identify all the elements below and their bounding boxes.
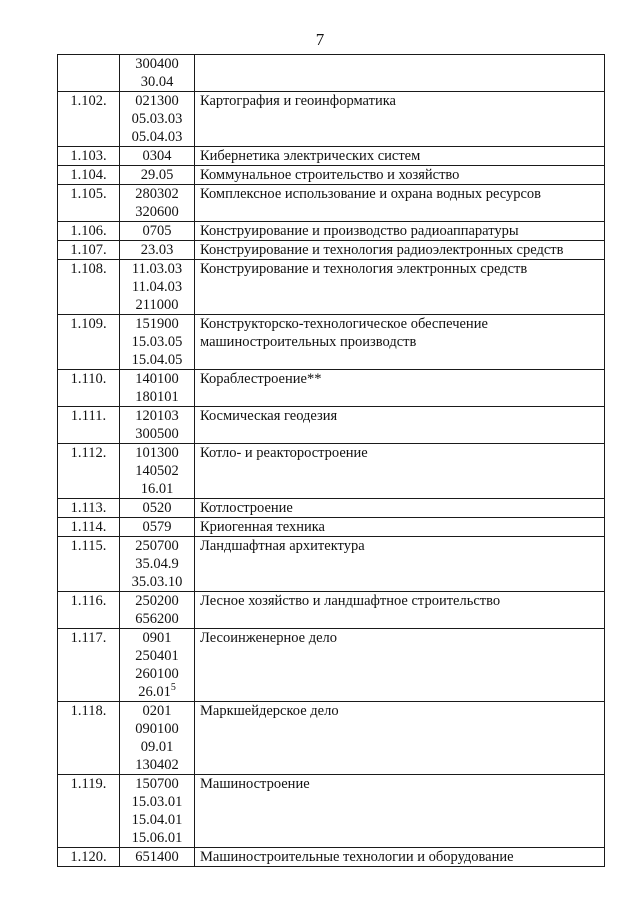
specialty-name: Лесное хозяйство и ландшафтное строительство	[200, 593, 501, 609]
specialty-code	[120, 333, 194, 351]
row-number: 1.113.	[58, 499, 120, 518]
specialty-name-cell	[195, 499, 605, 518]
specialty-code-text: 35.04.9	[135, 556, 179, 572]
specialty-code	[120, 665, 194, 683]
specialty-codes	[120, 241, 195, 260]
specialty-code-text: 16.01	[140, 481, 174, 497]
specialty-name: Машиностроение	[200, 776, 310, 792]
specialty-name-cell	[195, 92, 605, 147]
specialty-code-text: 0520	[142, 500, 172, 516]
specialty-code	[120, 315, 194, 333]
specialty-name: Кораблестроение**	[200, 371, 322, 387]
specialty-code	[120, 444, 194, 462]
specialty-name-cell	[195, 166, 605, 185]
specialty-name-cell	[195, 222, 605, 241]
specialty-code-text: 23.03	[140, 242, 174, 258]
page-number: 7	[315, 30, 325, 49]
specialty-code-text: 656200	[135, 611, 179, 627]
specialty-code	[120, 110, 194, 128]
table-row	[58, 185, 605, 222]
specialty-name: Машиностроительные технологии и оборудование	[200, 849, 514, 865]
specialty-code	[120, 480, 194, 498]
specialty-code-text: 151900	[135, 316, 179, 332]
specialties-table	[57, 54, 605, 867]
table-row	[58, 499, 605, 518]
specialty-name-cell	[195, 848, 605, 867]
row-number: 1.114.	[58, 518, 120, 537]
specialty-code	[120, 296, 194, 314]
specialty-code-text: 250401	[135, 648, 179, 664]
table-row	[58, 315, 605, 370]
specialty-code-text: 300500	[135, 426, 179, 442]
table-row	[58, 537, 605, 592]
row-number: 1.109.	[58, 315, 120, 370]
table-row	[58, 92, 605, 147]
specialty-code	[120, 370, 194, 388]
specialty-name-cell	[195, 518, 605, 537]
specialty-code	[120, 278, 194, 296]
specialty-code-text: 140100	[135, 371, 179, 387]
specialty-code	[120, 55, 194, 73]
specialty-codes	[120, 147, 195, 166]
specialty-code	[120, 592, 194, 610]
specialty-code	[120, 388, 194, 406]
specialty-name: Конструкторско-технологическое обеспечение машиностроительных производств	[200, 316, 488, 350]
specialty-name: Конструирование и технология радиоэлектронных средств	[200, 242, 564, 258]
specialty-code-text: 15.03.01	[131, 794, 183, 810]
specialty-code-text: 250700	[135, 538, 179, 554]
specialty-code-text: 0579	[142, 519, 172, 535]
specialty-code-text: 130402	[135, 757, 179, 773]
specialty-name-cell	[195, 55, 605, 92]
specialty-code	[120, 92, 194, 110]
specialty-code	[120, 462, 194, 480]
specialty-code-text: 15.06.01	[131, 830, 183, 846]
specialty-code	[120, 537, 194, 555]
specialty-code	[120, 738, 194, 756]
specialty-code-text: 09.01	[140, 739, 174, 755]
specialty-code-text: 250200	[135, 593, 179, 609]
specialty-name: Котлостроение	[200, 500, 293, 516]
specialty-name-cell	[195, 370, 605, 407]
specialty-code	[120, 793, 194, 811]
row-number: 1.104.	[58, 166, 120, 185]
specialty-codes	[120, 222, 195, 241]
row-number	[58, 55, 120, 92]
specialty-name-cell	[195, 592, 605, 629]
specialty-code	[120, 756, 194, 774]
specialty-code-text: 15.04.05	[131, 352, 183, 368]
specialty-code	[120, 147, 194, 165]
specialty-code	[120, 848, 194, 866]
row-number: 1.116.	[58, 592, 120, 629]
specialty-code	[120, 647, 194, 665]
specialty-code	[120, 720, 194, 738]
specialty-name: Коммунальное строительство и хозяйство	[200, 167, 460, 183]
row-number: 1.108.	[58, 260, 120, 315]
specialty-name-cell	[195, 241, 605, 260]
row-number: 1.102.	[58, 92, 120, 147]
specialty-name: Котло- и реакторостроение	[200, 445, 368, 461]
specialty-name-cell	[195, 537, 605, 592]
specialty-code-text: 05.04.03	[131, 129, 183, 145]
table-row	[58, 166, 605, 185]
specialty-code-text: 0201	[142, 703, 172, 719]
specialty-name: Конструирование и производство радиоаппаратуры	[200, 223, 519, 239]
specialty-code	[120, 573, 194, 591]
specialty-name-cell	[195, 260, 605, 315]
table-row	[58, 444, 605, 499]
specialty-name: Лесоинженерное дело	[200, 630, 337, 646]
row-number: 1.111.	[58, 407, 120, 444]
specialty-code-text: 05.03.03	[131, 111, 183, 127]
row-number: 1.120.	[58, 848, 120, 867]
specialty-code	[120, 351, 194, 369]
specialty-code-text: 0901	[142, 630, 172, 646]
specialty-code-text: 11.03.03	[131, 261, 183, 277]
specialty-name-cell	[195, 147, 605, 166]
row-number: 1.115.	[58, 537, 120, 592]
specialty-code-text: 35.03.10	[131, 574, 183, 590]
row-number: 1.107.	[58, 241, 120, 260]
specialty-code-text: 140502	[135, 463, 179, 479]
row-number: 1.110.	[58, 370, 120, 407]
specialty-code-text: 0304	[142, 148, 172, 164]
specialty-name-cell	[195, 185, 605, 222]
specialty-codes	[120, 499, 195, 518]
table-row	[58, 55, 605, 92]
specialty-codes	[120, 260, 195, 315]
row-number: 1.118.	[58, 702, 120, 775]
specialty-code-text: 021300	[135, 93, 179, 109]
specialty-name: Картография и геоинформатика	[200, 93, 396, 109]
table-row	[58, 702, 605, 775]
specialty-name: Кибернетика электрических систем	[200, 148, 421, 164]
specialty-code-text: 651400	[135, 849, 179, 865]
specialty-code	[120, 610, 194, 628]
specialty-codes	[120, 315, 195, 370]
specialty-codes	[120, 537, 195, 592]
specialty-codes	[120, 444, 195, 499]
specialty-code-text: 26.01	[138, 684, 171, 700]
table-row	[58, 848, 605, 867]
specialty-code-text: 280302	[135, 186, 179, 202]
specialty-codes	[120, 848, 195, 867]
specialty-code	[120, 241, 194, 259]
specialty-name: Конструирование и технология электронных средств	[200, 261, 528, 277]
specialty-name-cell	[195, 775, 605, 848]
specialty-codes	[120, 518, 195, 537]
table-row	[58, 147, 605, 166]
specialty-code-text: 30.04	[140, 74, 174, 90]
row-number: 1.105.	[58, 185, 120, 222]
specialty-code-text: 150700	[135, 776, 179, 792]
specialty-name: Ландшафтная архитектура	[200, 538, 365, 554]
specialty-code	[120, 555, 194, 573]
specialty-codes	[120, 629, 195, 702]
specialty-code-text: 300400	[135, 56, 179, 72]
specialty-code-text: 260100	[135, 666, 179, 682]
specialty-code	[120, 203, 194, 221]
specialty-name-cell	[195, 444, 605, 499]
specialty-name-cell	[195, 315, 605, 370]
specialty-name-cell	[195, 702, 605, 775]
specialty-code-text: 11.04.03	[131, 279, 183, 295]
specialty-codes	[120, 407, 195, 444]
specialty-name: Криогенная техника	[200, 519, 325, 535]
specialty-codes	[120, 55, 195, 92]
table-row	[58, 592, 605, 629]
specialty-name-cell	[195, 629, 605, 702]
specialty-codes	[120, 92, 195, 147]
footnote-mark: 5	[170, 682, 176, 694]
specialty-code	[120, 425, 194, 443]
row-number: 1.106.	[58, 222, 120, 241]
table-row	[58, 241, 605, 260]
specialty-code	[120, 128, 194, 146]
specialty-code-text: 29.05	[140, 167, 174, 183]
specialty-codes	[120, 370, 195, 407]
specialty-code	[120, 683, 194, 701]
specialty-code-text: 0705	[142, 223, 172, 239]
specialty-code-text: 101300	[135, 445, 179, 461]
specialty-code	[120, 518, 194, 536]
table-row	[58, 775, 605, 848]
specialty-codes	[120, 185, 195, 222]
specialty-code-text: 120103	[135, 408, 179, 424]
specialty-code	[120, 775, 194, 793]
row-number: 1.119.	[58, 775, 120, 848]
table-row	[58, 518, 605, 537]
specialty-code-text: 180101	[135, 389, 179, 405]
specialty-code	[120, 407, 194, 425]
specialty-code	[120, 811, 194, 829]
specialty-codes	[120, 702, 195, 775]
table-row	[58, 407, 605, 444]
table-row	[58, 629, 605, 702]
specialty-name: Космическая геодезия	[200, 408, 338, 424]
specialty-code-text: 090100	[135, 721, 179, 737]
specialty-code	[120, 702, 194, 720]
specialty-name: Комплексное использование и охрана водных ресурсов	[200, 186, 542, 202]
specialty-code-text: 15.03.05	[131, 334, 183, 350]
specialty-code	[120, 73, 194, 91]
specialty-code	[120, 499, 194, 517]
table-body	[58, 55, 605, 867]
specialty-code	[120, 829, 194, 847]
row-number: 1.103.	[58, 147, 120, 166]
specialty-code	[120, 222, 194, 240]
specialty-codes	[120, 592, 195, 629]
specialty-code-text: 15.04.01	[131, 812, 183, 828]
specialty-codes	[120, 166, 195, 185]
specialty-code	[120, 166, 194, 184]
table-row	[58, 370, 605, 407]
table-row	[58, 222, 605, 241]
specialty-name: Маркшейдерское дело	[200, 703, 339, 719]
specialty-code	[120, 185, 194, 203]
specialty-code-text: 211000	[135, 297, 179, 313]
row-number: 1.117.	[58, 629, 120, 702]
row-number: 1.112.	[58, 444, 120, 499]
table-row	[58, 260, 605, 315]
specialty-name-cell	[195, 407, 605, 444]
specialty-codes	[120, 775, 195, 848]
specialty-code	[120, 629, 194, 647]
specialty-code	[120, 260, 194, 278]
specialty-code-text: 320600	[135, 204, 179, 220]
